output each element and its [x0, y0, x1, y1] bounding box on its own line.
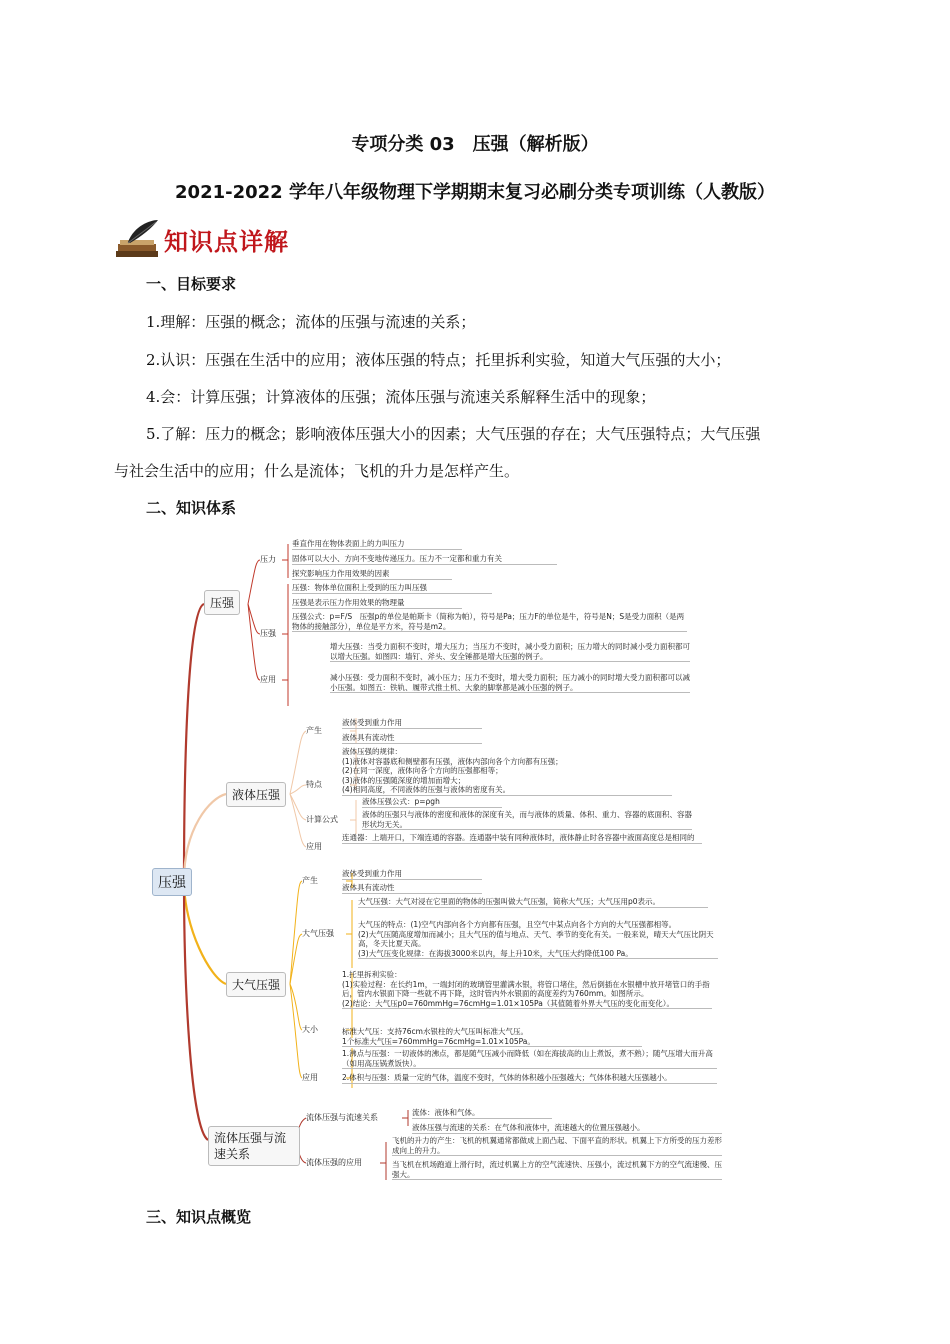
mindmap-leaf: 当飞机在机场跑道上滑行时，流过机翼上方的空气流速快、压强小，流过机翼下方的空气流速慢、压强大。	[392, 1160, 722, 1179]
mindmap-leaf: 流体：液体和气体。	[412, 1108, 552, 1119]
section-heading: 二、知识体系	[146, 499, 237, 517]
paragraph: 4.会：计算压强；计算液体的压强；流体压强与流速关系解释生活中的现象；	[146, 388, 656, 406]
mindmap-leaf: 垂直作用在物体表面上的力叫压力	[292, 539, 462, 550]
mindmap-leaf: 固体可以大小、方向不变地传递压力。压力不一定都和重力有关	[292, 554, 557, 565]
mindmap-leaf: 液体具有流动性	[342, 883, 482, 894]
mindmap-leaf: 1.沸点与压强：一切液体的沸点，都是随气压减小而降低（如在海拔高的山上煮饭，煮不熟）；随气压增大而升高（如用高压锅煮饭快）。	[342, 1049, 717, 1069]
mindmap-branch: 流体压强与流速关系	[208, 1126, 300, 1166]
mindmap-leaf: 飞机的升力的产生：飞机的机翼通常都做成上面凸起、下面平直的形状。机翼上下方所受的压力差形成向上的升力。	[392, 1136, 722, 1155]
mindmap-leaf: 压强是表示压力作用效果的物理量	[292, 598, 462, 609]
mindmap-leaf: 连通器：上端开口，下端连通的容器。连通器中装有同种液体时，液体静止时各容器中液面高度总是相同的	[342, 833, 702, 844]
document-subtitle: 2021-2022 学年八年级物理下学期期末复习必刷分类专项训练（人教版）	[175, 182, 775, 203]
mindmap-leaf: 液体具有流动性	[342, 733, 482, 744]
mindmap-leaf: 液体的压强只与液体的密度和液体的深度有关，而与液体的质量、体积、重力、容器的底面积、容器形状均无关。	[362, 810, 692, 829]
section-heading: 一、目标要求	[146, 275, 237, 293]
mindmap-leaf: 液体受到重力作用	[342, 869, 482, 880]
mindmap-branch: 压强	[204, 590, 240, 615]
mindmap-leaf: 大气压的特点：(1)空气内部向各个方向都有压强，且空气中某点向各个方向的大气压强都相等。 (2)大气压随高度增加而减小；且大气压的值与地点、天气、季节的变化有关。一般来说，晴天大气压比阴天高，冬天比夏天高。 (3)大气压变化规律：在海拔3000米以内，每上升10米，大气压大约降低100 Pa。	[358, 920, 718, 959]
mindmap-leaf: 标准大气压：支持76cm水银柱的大气压叫标准大气压。 1个标准大气压=760mmHg=76cmHg=1.01×105Pa。	[342, 1027, 642, 1047]
mindmap-label: 大气压强	[302, 929, 334, 938]
mindmap-leaf: 大气压强：大气对浸在它里面的物体的压强叫做大气压强，简称大气压；大气压用p0表示。	[358, 897, 708, 908]
mindmap-root: 压强	[152, 868, 192, 896]
mindmap-label: 流体压强的应用	[306, 1158, 362, 1167]
mindmap-branch: 液体压强	[226, 782, 286, 807]
mindmap-leaf: 液体压强的规律： (1)液体对容器底和侧壁都有压强，液体内部向各个方向都有压强； (2)在同一深度，液体向各个方向的压强都相等； (3)液体的压强随深度的增加而增大； (4)相同高度，不同液体的压强与液体的密度有关。	[342, 747, 672, 796]
mindmap-leaf: 液体压强与流速的关系：在气体和液体中，流速越大的位置压强越小。	[412, 1123, 722, 1134]
knowledge-mindmap	[140, 528, 730, 1188]
mindmap-leaf: 液体受到重力作用	[342, 718, 482, 729]
mindmap-label: 计算公式	[306, 815, 338, 824]
mindmap-branch: 大气压强	[226, 972, 286, 997]
mindmap-label: 产生	[302, 876, 318, 885]
mindmap-leaf: 增大压强：当受力面积不变时，增大压力；当压力不变时，减小受力面积；压力增大的同时减小受力面积都可以增大压强。如图四：墙钉、斧头、安全锤都是增大压强的例子。	[330, 642, 690, 661]
section-banner	[114, 218, 314, 262]
paragraph: 5.了解：压力的概念；影响液体压强大小的因素；大气压强的存在；大气压强特点；大气压强	[146, 425, 761, 443]
mindmap-leaf: 1.托里拆利实验： (1)实验过程：在长约1m，一端封闭的玻璃管里灌满水银，将管口堵住，然后倒插在水银槽中放开堵管口的手指后，管内水银面下降一些就不再下降，这时管内外水银面的高度差约为760mm。如图所示。 (2)结论：大气压p0=760mmHg=76cmHg=1.01×105Pa（其值随着外界大气压的变化而变化）。	[342, 970, 712, 1009]
mindmap-label: 产生	[306, 726, 322, 735]
mindmap-leaf: 2.体积与压强：质量一定的气体，温度不变时，气体的体积越小压强越大；气体体积越大压强越小。	[342, 1073, 717, 1084]
mindmap-label: 流体压强与流速关系	[306, 1113, 378, 1122]
mindmap-label: 大小	[302, 1025, 318, 1034]
mindmap-leaf: 压强：物体单位面积上受到的压力叫压强	[292, 583, 492, 594]
mindmap-leaf: 减小压强：受力面积不变时，减小压力；压力不变时，增大受力面积；压力减小的同时增大受力面积都可以减小压强。如图五：铁轨、履带式推土机、大象的脚掌都是减小压强的例子。	[330, 673, 690, 692]
book-quill-icon	[114, 218, 162, 260]
mindmap-label: 应用	[260, 675, 276, 684]
paragraph: 1.理解：压强的概念；流体的压强与流速的关系；	[146, 313, 476, 331]
document-title: 专项分类 03 压强（解析版）	[351, 134, 599, 155]
banner-title: 知识点详解	[164, 227, 289, 256]
paragraph: 与社会生活中的应用；什么是流体；飞机的升力是怎样产生。	[114, 462, 520, 480]
mindmap-label: 应用	[302, 1073, 318, 1082]
paragraph: 2.认识：压强在生活中的应用；液体压强的特点；托里拆利实验，知道大气压强的大小；	[146, 351, 731, 369]
mindmap-label: 压强	[260, 629, 276, 638]
mindmap-leaf: 探究影响压力作用效果的因素	[292, 569, 452, 580]
mindmap-label: 应用	[306, 842, 322, 851]
mindmap-leaf: 压强公式：p=F/S 压强p的单位是帕斯卡（简称为帕），符号是Pa；压力F的单位是牛，符号是N；S是受力面积（是两物体的接触部分），单位是平方米，符号是m2。	[292, 612, 687, 632]
mindmap-label: 压力	[260, 555, 276, 564]
mindmap-label: 特点	[306, 780, 322, 789]
section-heading: 三、知识点概览	[146, 1208, 252, 1226]
mindmap-leaf: 液体压强公式：p=ρgh	[362, 797, 502, 808]
